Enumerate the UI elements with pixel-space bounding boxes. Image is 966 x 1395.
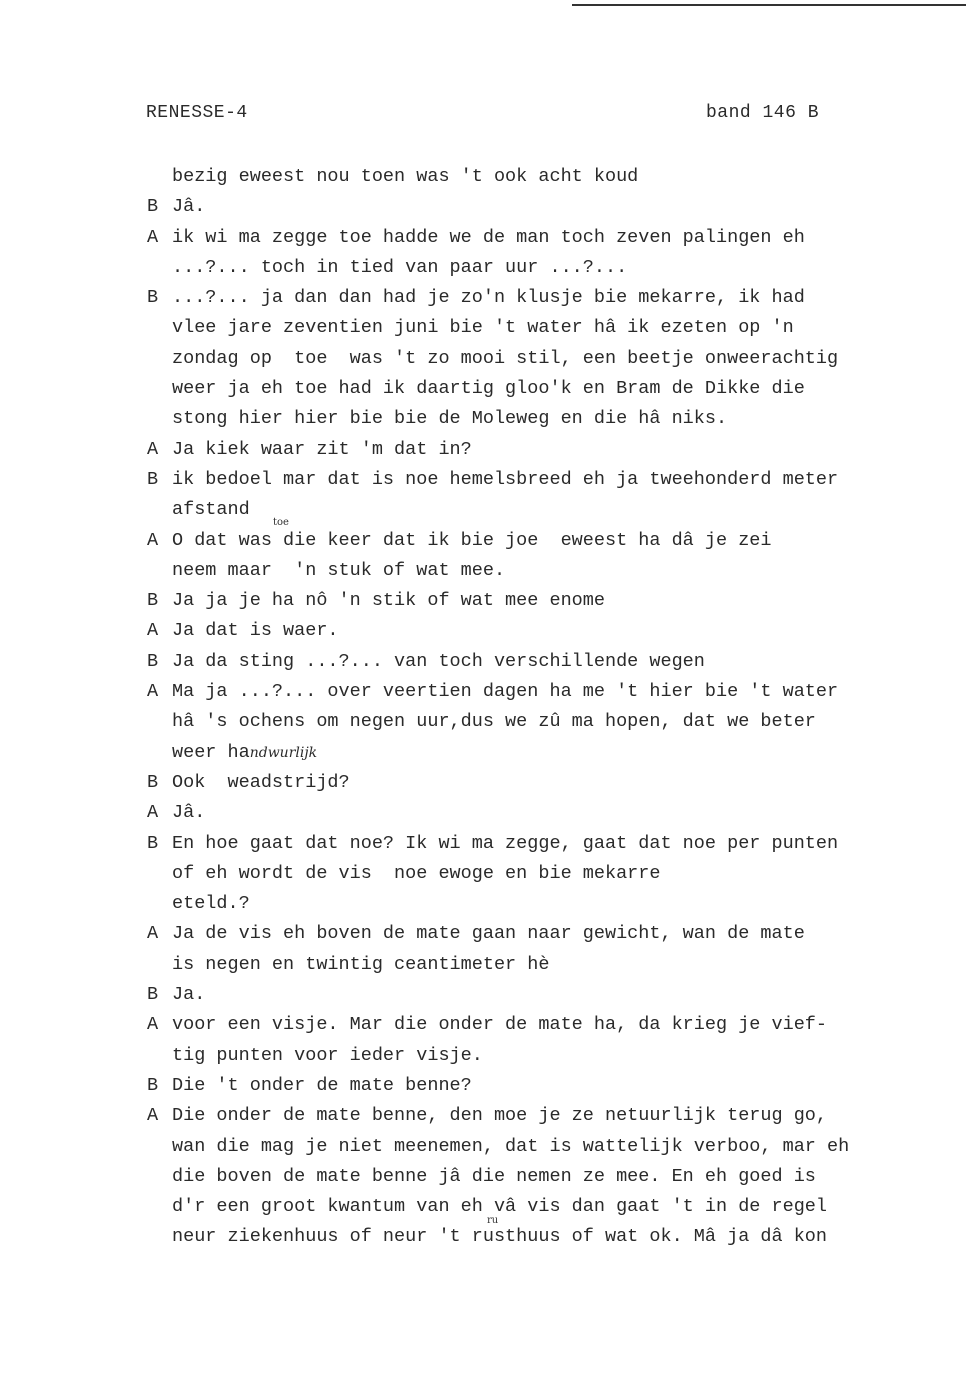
transcript-line: [147, 465, 947, 495]
transcript-line: [147, 829, 947, 859]
transcript-line: [147, 889, 947, 919]
line-text: ...?... toch in tied van paar uur ...?...: [172, 256, 628, 278]
line-text: d'r een groot kwantum van eh vâ vis dan gaat 't in de regel: [172, 1196, 828, 1218]
line-text: afstand: [172, 499, 250, 521]
line-text: is negen en twintig ceantimeter hè: [172, 953, 550, 975]
transcript-line: [147, 253, 947, 283]
transcript-line: [147, 1041, 947, 1071]
line-text: Ook weadstrijd?: [172, 771, 350, 793]
line-text: neem maar 'n stuk of wat mee.: [172, 559, 506, 581]
transcript-line: [147, 404, 947, 434]
speaker-label: B: [147, 590, 159, 612]
speaker-label: A: [147, 1014, 159, 1036]
transcript: [147, 162, 947, 1253]
speaker-label: A: [147, 226, 159, 248]
transcript-line: [147, 647, 947, 677]
line-text: Ja kiek waar zit 'm dat in?: [172, 438, 472, 460]
transcript-line: [147, 919, 947, 949]
line-text: ...?... ja dan dan had je zo'n klusje bie mekarre, ik had: [172, 287, 805, 309]
page-header-right: band 146 B: [706, 103, 820, 123]
line-text: Die 't onder de mate benne?: [172, 1074, 472, 1096]
line-text: wan die mag je niet meenemen, dat is wattelijk verboo, mar eh: [172, 1135, 850, 1157]
transcript-line: [147, 980, 947, 1010]
speaker-label: A: [147, 620, 159, 642]
speaker-label: B: [147, 832, 159, 854]
speaker-label: A: [147, 681, 159, 703]
top-rule: [572, 4, 966, 6]
transcript-line: [147, 313, 947, 343]
transcript-line: [147, 344, 947, 374]
line-text: En hoe gaat dat noe? Ik wi ma zegge, gaat dat noe per punten: [172, 832, 839, 854]
transcript-line: [147, 223, 947, 253]
transcript-line: [147, 950, 947, 980]
speaker-label: B: [147, 771, 159, 793]
speaker-label: B: [147, 1074, 159, 1096]
speaker-label: A: [147, 1105, 159, 1127]
speaker-label: B: [147, 984, 159, 1006]
line-text: Jâ.: [172, 802, 206, 824]
transcript-line: [147, 616, 947, 646]
line-text: weer ha: [172, 741, 250, 763]
speaker-label: B: [147, 650, 159, 672]
line-text: Ja ja je ha nô 'n stik of wat mee enome: [172, 590, 605, 612]
transcript-line: [147, 556, 947, 586]
line-text: O dat was die keer dat ik bie joe eweest ha dâ je zei: [172, 529, 772, 551]
speaker-label: A: [147, 438, 159, 460]
transcript-line: [147, 1132, 947, 1162]
line-text: Ma ja ...?... over veertien dagen ha me 't hier bie 't water: [172, 681, 839, 703]
speaker-label: A: [147, 923, 159, 945]
transcript-line: [147, 738, 947, 768]
transcript-line: [147, 1101, 947, 1131]
transcript-line: [147, 526, 947, 556]
transcript-line: [147, 859, 947, 889]
transcript-line: [147, 283, 947, 313]
annotation-toe: toe: [273, 517, 289, 528]
speaker-label: A: [147, 802, 159, 824]
transcript-line: [147, 798, 947, 828]
line-text: ik bedoel mar dat is noe hemelsbreed eh ja tweehonderd meter: [172, 468, 839, 490]
transcript-line: [147, 1071, 947, 1101]
line-text: Ja de vis eh boven de mate gaan naar gewicht, wan de mate: [172, 923, 805, 945]
line-text: Ja.: [172, 984, 206, 1006]
transcript-line: [147, 192, 947, 222]
transcript-line: [147, 495, 947, 525]
transcript-line: [147, 1222, 947, 1252]
line-text: weer ja eh toe had ik daartig gloo'k en Bram de Dikke die: [172, 378, 805, 400]
line-text: eteld.?: [172, 893, 250, 915]
speaker-label: B: [147, 196, 159, 218]
line-text: Jâ.: [172, 196, 206, 218]
transcript-line: [147, 435, 947, 465]
line-text: tig punten voor ieder visje.: [172, 1044, 483, 1066]
transcript-line: [147, 1192, 947, 1222]
line-text: of eh wordt de vis noe ewoge en bie mekarre: [172, 862, 661, 884]
line-text: stong hier hier bie bie de Moleweg en die hâ niks.: [172, 408, 728, 430]
transcript-line: [147, 374, 947, 404]
handwritten-annotation: ndwurlijk: [249, 744, 318, 761]
line-text: ik wi ma zegge toe hadde we de man toch zeven palingen eh: [172, 226, 805, 248]
line-text: hâ 's ochens om negen uur,dus we zû ma hopen, dat we beter: [172, 711, 816, 733]
transcript-line: [147, 677, 947, 707]
line-text: bezig eweest nou toen was 't ook acht koud: [172, 166, 639, 187]
line-text: Ja dat is waer.: [172, 620, 339, 642]
annotation-ru: ru: [487, 1215, 499, 1226]
transcript-line: [147, 162, 947, 192]
line-text: Ja da sting ...?... van toch verschillende wegen: [172, 650, 705, 672]
transcript-line: [147, 1010, 947, 1040]
speaker-label: B: [147, 287, 159, 309]
transcript-line: [147, 586, 947, 616]
line-text: vlee jare zeventien juni bie 't water hâ ik ezeten op 'n: [172, 317, 794, 339]
page-header-left: RENESSE-4: [146, 103, 248, 123]
line-text: neur ziekenhuus of neur 't rusthuus of wat ok. Mâ ja dâ kon: [172, 1226, 828, 1248]
transcript-line: [147, 768, 947, 798]
line-text: voor een visje. Mar die onder de mate ha, da krieg je vief-: [172, 1014, 828, 1036]
transcript-line: [147, 707, 947, 737]
transcript-line: [147, 1162, 947, 1192]
line-text: zondag op toe was 't zo mooi stil, een beetje onweerachtig: [172, 347, 839, 369]
line-text: Die onder de mate benne, den moe je ze netuurlijk terug go,: [172, 1105, 828, 1127]
line-text: die boven de mate benne jâ die nemen ze mee. En eh goed is: [172, 1165, 816, 1187]
speaker-label: A: [147, 529, 159, 551]
speaker-label: B: [147, 468, 159, 490]
